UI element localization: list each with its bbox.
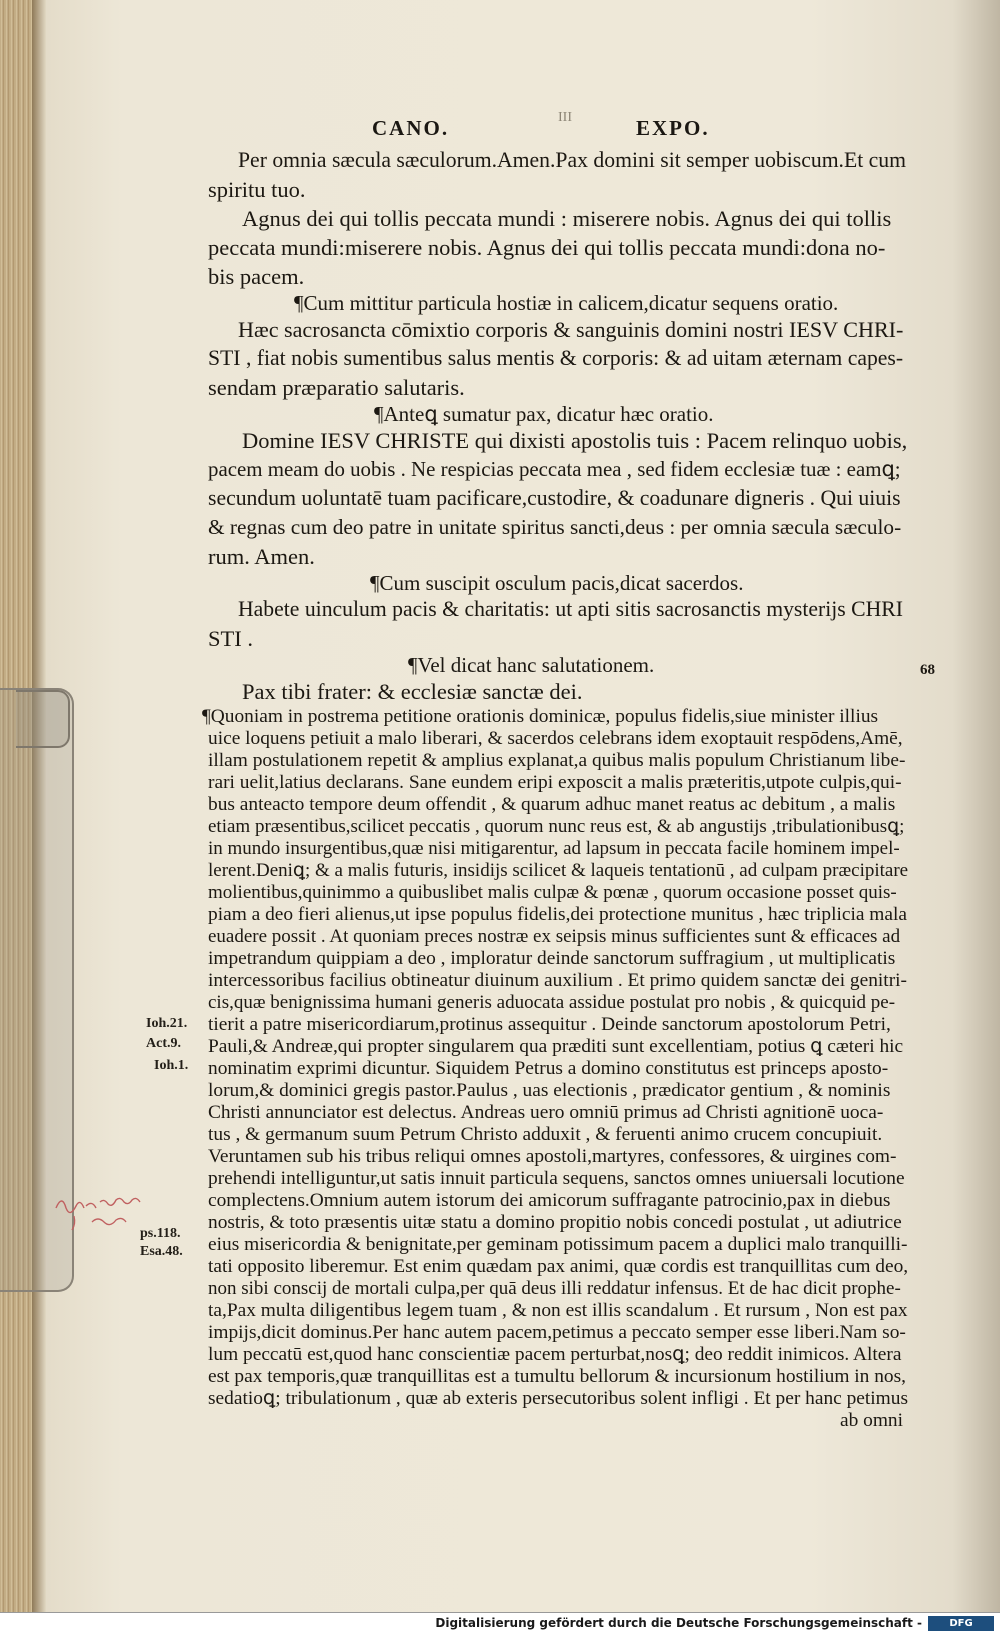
text-line: Per omnia sæcula sæculorum.Amen.Pax domini sit semper uobiscum.Et cum <box>238 148 907 172</box>
text-line: Hæc sacrosancta cōmixtio corporis & sanguinis domini nostri IESV CHRI- <box>238 317 904 342</box>
text-line: nominatim exprimi dicuntur. Siquidem Petrus a domino constitutus est princeps aposto- <box>208 1058 889 1079</box>
text-line: etiam præsentibus,scilicet peccatis , quorum nunc reus est, & ab angustijs ,tribulationibusꝗ; <box>208 816 905 837</box>
text-line: lerent.Deniꝗ; & a malis futuris, insidijs scilicet & laqueis tentationū , ad culpam præcipitare <box>208 860 909 881</box>
text-line: complectens.Omnium autem istorum dei amicorum suffragante patrocinio,pax in diebus <box>208 1190 891 1211</box>
text-line: STI . <box>208 626 253 651</box>
text-line: secundum uoluntatē tuam pacificare,custodire, & coadunare digneris . Qui uiuis <box>208 486 901 510</box>
text-line: Agnus dei qui tollis peccata mundi : miserere nobis. Agnus dei qui tollis <box>242 206 892 231</box>
body-text <box>202 146 909 1432</box>
text-line: peccata mundi:miserere nobis. Agnus dei qui tollis peccata mundi:dona no- <box>208 235 886 260</box>
header-left: CANO. <box>372 116 450 140</box>
text-line: bis pacem. <box>208 264 305 289</box>
margin-note: Act.9. <box>146 1036 181 1051</box>
page-clip-notch <box>16 690 70 748</box>
text-line: pacem meam do uobis . Ne respicias peccata mea , sed fidem ecclesiæ tuæ : eamꝗ; <box>208 457 901 481</box>
text-line: cis,quæ benignissima humani generis aduocata assidue postulat pro nobis , & quicquid pe- <box>208 992 896 1013</box>
text-line: prehendi intelliguntur,ut satis innuit particula sequens, sanctos omnes uniuersali locutione <box>208 1168 905 1189</box>
text-line: ab omni <box>840 1410 904 1431</box>
text-line: Domine IESV CHRISTE qui dixisti apostolis tuis : Pacem relinquo uobis, <box>242 428 908 453</box>
text-line: Habete uinculum pacis & charitatis: ut apti sitis sacrosanctis mysterijs CHRI <box>238 597 903 621</box>
text-line: est pax temporis,quæ tranquillitas est a tumultu bellorum & incursionum hostilium in nos, <box>208 1366 907 1387</box>
text-line: tierit a patre misericordiarum,protinus assequitur . Deinde sanctorum apostolorum Petri, <box>208 1014 891 1035</box>
text-line: nostris, & toto præsentis uitæ statu a domino propitio nobis concedi postulat , ut adiutrice <box>208 1212 902 1233</box>
text-line: STI , fiat nobis sumentibus salus mentis & corporis: & ad uitam æternam capes- <box>208 346 904 370</box>
text-line: uice loquens petiuit a malo liberari, & sacerdos celebrans idem exoptauit respōdens,Amē, <box>208 728 903 749</box>
text-line: lorum,& dominici gregis pastor.Paulus , uas electionis , prædicator gentium , & nominis <box>208 1080 891 1101</box>
text-line: bus anteacto tempore deum offendit , & quarum adhuc manet reatus ac debitum , a malis <box>208 794 896 815</box>
footer-credit: Digitalisierung gefördert durch die Deutsche Forschungsgemeinschaft - <box>435 1616 922 1630</box>
text-line: illam postulationem repetit & amplius explanat,a quibus malis populum Christianum libe- <box>208 750 906 771</box>
text-line: eius misericordia & benignitate,per geminam potissimum pacem a duplici malo tranquilli- <box>208 1234 908 1255</box>
text-line: molientibus,quinimmo a quibuslibet malis culpæ & pœnæ , quorum occasione posset quis- <box>208 882 897 903</box>
text-line: ta,Pax multa diligentibus legem tuam , & non est illis scandalum . Et rursum , Non est pax <box>208 1300 908 1321</box>
text-line: Pax tibi frater: & ecclesiæ sanctæ dei. <box>242 679 583 704</box>
text-line: rum. Amen. <box>208 544 315 569</box>
text-line: euadere possit . At quoniam preces nostræ ex seipsis minus sufficientes sunt & efficaces ad <box>208 926 901 947</box>
text-line: sendam præparatio salutaris. <box>208 375 465 400</box>
text-line: ¶Quoniam in postrema petitione orationis dominicæ, populus fidelis,siue minister illius <box>202 706 879 727</box>
margin-note: ps.118. <box>140 1226 181 1241</box>
margin-note: Ioh.1. <box>154 1058 189 1073</box>
text-line: piam a deo fieri alienus,ut ipse populus fidelis,dei protectione munitus , hæc triplicia mala <box>208 904 907 925</box>
text-line: rari uelit,latius declarans. Sane eundem eripi exposcit a malis præteritis,utpote culpis,qui- <box>208 772 902 793</box>
text-line: ¶Cum suscipit osculum pacis,dicat sacerdos. <box>370 571 744 595</box>
text-line: spiritu tuo. <box>208 177 306 202</box>
text-line: ¶Anteꝗ sumatur pax, dicatur hæc oratio. <box>374 402 714 426</box>
margin-note: Esa.48. <box>140 1244 183 1259</box>
text-line: tati opposito liberemur. Est enim quædam pax animi, quæ cordis est tranquillitas cum deo, <box>208 1256 909 1277</box>
text-line: non sibi conscij de mortali culpa,per quā deus illi reddatur infensus. Et de hac dicit prophe- <box>208 1278 901 1299</box>
text-line: impijs,dicit dominus.Per hanc autem pacem,petimus a peccato semper esse liberi.Nam so- <box>208 1322 906 1343</box>
text-line: Christi annunciator est delectus. Andreas uero omniū primus ad Christi agnitionē uoca- <box>208 1102 884 1123</box>
text-line: ¶Cum mittitur particula hostiæ in calicem,dicatur sequens oratio. <box>294 291 839 315</box>
text-line: ¶Vel dicat hanc salutationem. <box>408 653 655 677</box>
text-line: & regnas cum deo patre in unitate spiritus sancti,deus : per omnia sæcula sæculo- <box>208 515 902 539</box>
folio-mark: III <box>558 110 572 125</box>
margin-note: Ioh.21. <box>146 1016 188 1031</box>
text-line: sedatioꝗ; tribulationum , quæ ab exteris persecutoribus solent infligi . Et per hanc petimus <box>208 1388 908 1409</box>
text-line: tus , & germanum suum Petrum Christo adduxit , & feruenti animo crucem concupiuit. <box>208 1124 883 1145</box>
running-header <box>0 116 1000 146</box>
header-right: EXPO. <box>636 116 710 140</box>
text-line: Veruntamen sub his tribus reliqui omnes apostoli,martyres, confessores, & uirgines com- <box>208 1146 897 1167</box>
dfg-logo: DFG <box>928 1616 994 1631</box>
handwritten-annotation <box>52 1178 152 1238</box>
text-line: Pauli,& Andreæ,qui propter singularem qua præditi sunt excellentiam, potius ꝗ cæteri hic <box>208 1036 904 1057</box>
text-line: impetrandum quippiam a deo , imploratur deinde sanctorum suffragium , ut multiplicatis <box>208 948 896 969</box>
text-line: intercessoribus facilius obtineatur diuinum auxilium . Et primo quidem sanctæ dei genitri- <box>208 970 908 991</box>
folio-number: 68 <box>920 662 935 678</box>
text-line: lum peccatū est,quod hanc conscientiæ pacem perturbat,nosꝗ; deo reddit inimicos. Altera <box>208 1344 902 1365</box>
text-line: in mundo insurgentibus,quæ nisi mitigarentur, ad lapsum in peccata facile hominem impel- <box>208 838 900 859</box>
footer-bar <box>0 1612 1000 1635</box>
